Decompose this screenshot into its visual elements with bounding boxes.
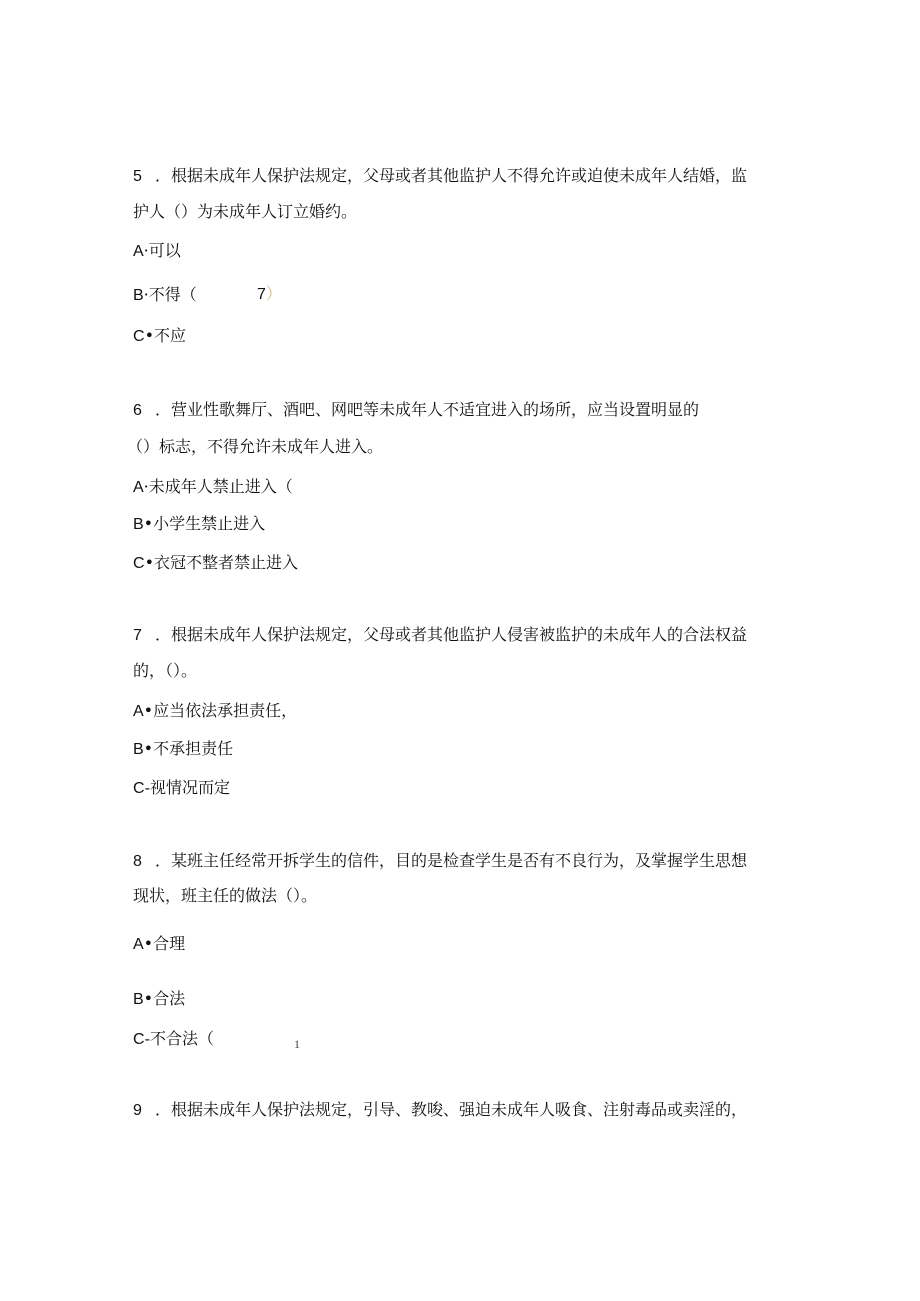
question-number: 5: [133, 168, 142, 185]
question-8-option-c: C-不合法（: [133, 1029, 214, 1048]
question-6-line-1: [133, 400, 699, 421]
question-5-option-a: A·可以: [133, 241, 181, 260]
question-5-line-2: [133, 202, 357, 222]
question-8-line-2: [133, 886, 317, 906]
question-9-line-1: [133, 1100, 747, 1121]
question-8-line-1: [133, 851, 747, 872]
question-text: （）标志，不得允许未成年人进入。: [127, 437, 384, 456]
question-6-option-a: A·未成年人禁止进入（: [133, 477, 293, 496]
question-6-option-c: C•衣冠不整者禁止进入: [133, 553, 299, 572]
question-7-line-2: [133, 661, 197, 681]
question-5-option-b: B·不得（: [133, 285, 197, 304]
question-8-option-a: A•合理: [133, 934, 186, 953]
question-number: 6: [133, 402, 142, 419]
question-text: ．根据未成年人保护法规定，引导、教唆、强迫未成年人吸食、注射毒品或卖淫的，: [155, 1100, 748, 1119]
question-7-option-c: C-视情况而定: [133, 778, 230, 797]
question-5-option-c: C•不应: [133, 326, 187, 345]
question-text: ．根据未成年人保护法规定，父母或者其他监护人不得允许或迫使未成年人结婚，监: [155, 166, 748, 185]
question-text: ．根据未成年人保护法规定，父母或者其他监护人侵害被监护的未成年人的合法权益: [155, 625, 748, 644]
question-6-line-2: [127, 437, 383, 457]
question-7-option-a: A•应当依法承担责任，: [133, 701, 298, 720]
answer-mark: 7）: [257, 286, 282, 303]
question-number: 8: [133, 853, 142, 870]
question-number: 7: [133, 627, 142, 644]
answer-mark: 1: [294, 1037, 300, 1051]
question-8-option-b: B•合法: [133, 989, 186, 1008]
question-text: 护人（）为未成年人订立婚约。: [133, 202, 358, 221]
question-text: ．营业性歌舞厅、酒吧、网吧等未成年人不适宜进入的场所，应当设置明显的: [155, 400, 700, 419]
question-7-option-b: B•不承担责任: [133, 739, 234, 758]
question-text: ．某班主任经常开拆学生的信件，目的是检查学生是否有不良行为，及掌握学生思想: [155, 851, 748, 870]
question-text: 现状，班主任的做法（）。: [133, 886, 318, 905]
question-5-line-1: [133, 166, 747, 187]
question-7-line-1: [133, 625, 747, 646]
question-number: 9: [133, 1102, 142, 1119]
question-text: 的，（）。: [133, 661, 198, 680]
question-6-option-b: B•小学生禁止进入: [133, 514, 266, 533]
